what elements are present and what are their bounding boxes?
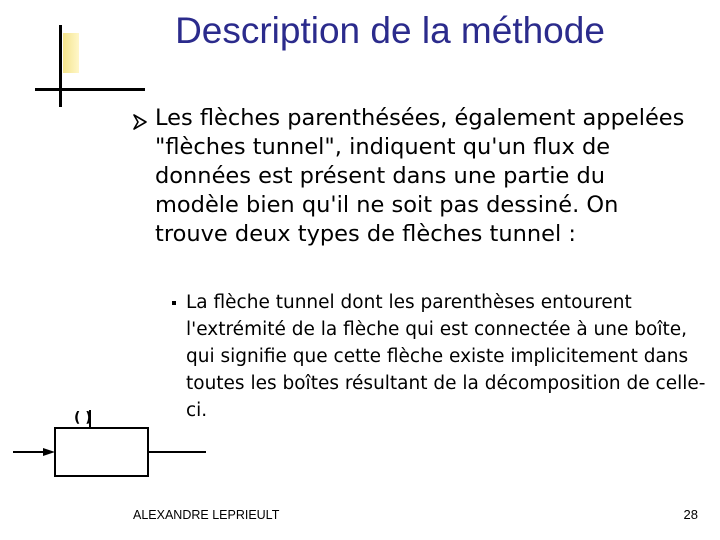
square-bullet-icon: [172, 301, 176, 305]
decorative-vertical-line: [59, 25, 62, 107]
arrowhead-bullet-icon: [133, 114, 147, 130]
footer-author: ALEXANDRE LEPRIEULT: [133, 508, 280, 522]
main-bullet-text: Les flèches parenthésées, également appelées "flèches tunnel", indiquent qu'un flux de données est présent dans une partie du modèle bien qu'il ne soit pas dessiné. On trouve deux types de flèches tunnel :: [155, 105, 685, 247]
activity-box: [55, 428, 148, 476]
page-number: 28: [683, 507, 698, 522]
sub-bullet-text: La flèche tunnel dont les parenthèses entourent l'extrémité de la flèche qui est connectée à une boîte, qui signifie que cette flèche existe implicitement dans toutes les boîtes résultant de la décomposition de celle-ci.: [186, 292, 706, 421]
decorative-horizontal-line: [35, 88, 145, 91]
tunnel-parentheses-label: ( ): [74, 410, 92, 426]
slide-title: Description de la méthode: [175, 10, 605, 51]
decorative-yellow-square: [63, 33, 79, 73]
tunnel-arrow-diagram: [10, 400, 210, 480]
input-arrowhead-icon: [43, 448, 55, 456]
